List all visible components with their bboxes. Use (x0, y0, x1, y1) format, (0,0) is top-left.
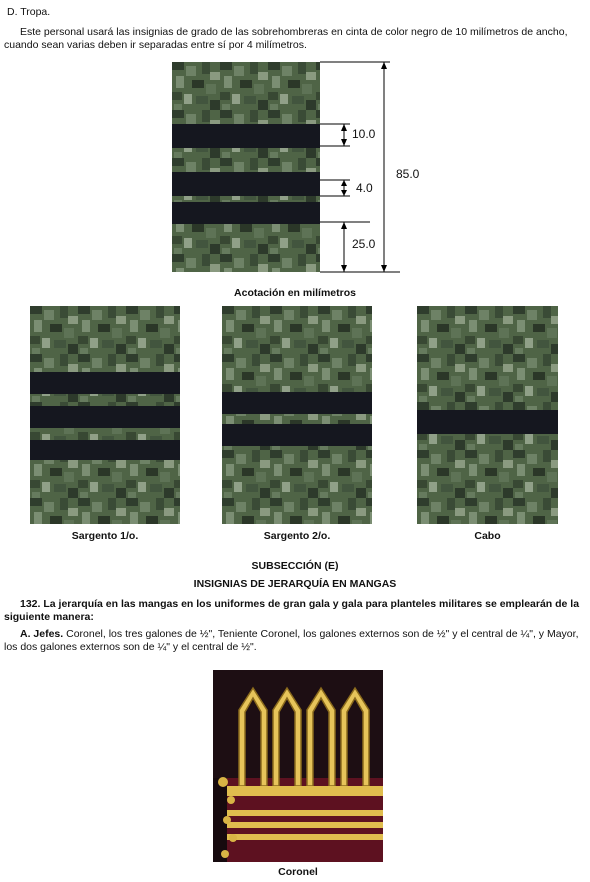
dimension-lines (0, 0, 590, 300)
rank-caption-sargento-2: Sargento 2/o. (263, 530, 331, 542)
stripe (30, 440, 180, 460)
paragraph-132: 132. La jerarquía en las mangas en los uniformes de gran gala y gala para planteles militares se emplearán de la siguiente manera: (4, 598, 580, 623)
rank-image-cabo (417, 306, 558, 524)
dim-label-total: 85.0 (396, 167, 420, 181)
subsection-title: SUBSECCIÓN (E) (251, 560, 339, 572)
stripe (222, 424, 372, 446)
section-title: INSIGNIAS DE JERARQUÍA EN MANGAS (193, 578, 397, 590)
dim-label-gap: 4.0 (356, 181, 373, 195)
intro-paragraph: Este personal usará las insignias de grado de las sobrehombreras en cinta de color negro de 10 milímetros de ancho, cuando sean varias deben ir separadas entre sí por 4 milímetros. (4, 26, 568, 51)
dimension-figure (0, 0, 590, 300)
rank-caption-cabo: Cabo (474, 530, 501, 542)
coronel-caption: Coronel (278, 866, 318, 878)
rank-image-sargento-1 (30, 306, 180, 524)
stripe (222, 392, 372, 414)
paragraph-a-body: Coronel, los tres galones de ½", Teniente Coronel, los galones externos son de ½" y el central de ¼", y Mayor, los dos galones externos son de ¼" y el central de ½". (4, 628, 579, 653)
dim-label-bottom: 25.0 (352, 237, 376, 251)
rank-caption-sargento-1: Sargento 1/o. (71, 530, 139, 542)
stripe (417, 410, 558, 434)
stripe (30, 372, 180, 394)
stripe (30, 406, 180, 428)
heading: D. Tropa. (7, 6, 51, 18)
rank-image-sargento-2 (222, 306, 372, 524)
paragraph-a (4, 628, 584, 654)
dimension-caption: Acotación en milímetros (234, 287, 356, 299)
dim-label-band: 10.0 (352, 127, 376, 141)
coronel-sleeve-image (209, 670, 387, 862)
paragraph-a-lead: A. Jefes. (20, 628, 64, 640)
